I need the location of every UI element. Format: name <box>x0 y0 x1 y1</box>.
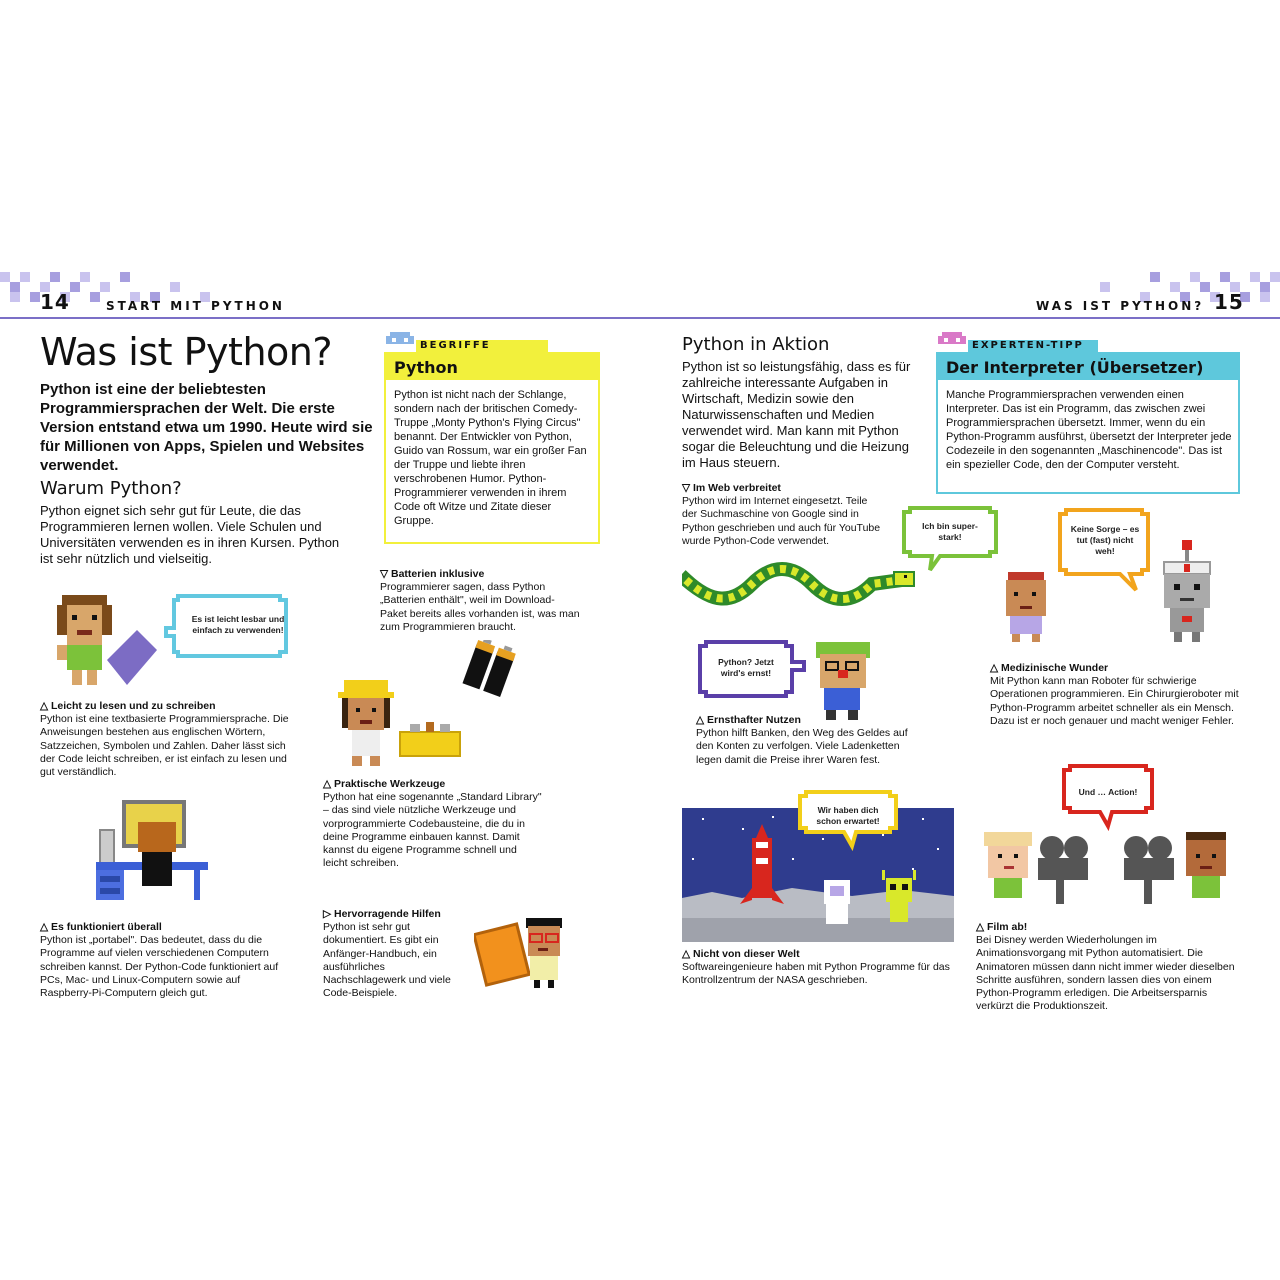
caption-serious <box>696 714 916 767</box>
caption-help-text: Python ist sehr gut dokumentiert. Es gibt ein Anfänger-Handbuch, ein ausführliches Nachschlagewerk und viele Code-Beispiele. <box>323 921 451 1000</box>
caption-web <box>682 482 882 548</box>
caption-everywhere-text: Python ist „portabel". Das bedeutet, dass du die Programme auf vielen verschiedenen Computern schreiben kannst. Der Python-Code funktioniert auf PCs, Mac- und Linux-Computern sowie auf Raspberry-Pi-Computern gleich gut. <box>40 934 279 1000</box>
patient-illustration <box>1000 570 1054 644</box>
caption-tools-text: Python hat eine sogenannte „Standard Library" – das sind viele nützliche Werkzeuge und vorprogrammierte Codebausteine, die du in deine Programme einbauen kannst. Damit kannst du eigene Programme schnell und leicht schreiben. <box>323 791 542 870</box>
robot-illustration <box>1160 540 1214 644</box>
why-section <box>40 478 340 567</box>
caption-web-title: ▽ Im Web verbreitet <box>682 482 781 494</box>
page-title: Was ist Python? <box>40 330 333 374</box>
action-text: Python ist so leistungsfähig, dass es für zahlreiche interessante Aufgaben in Wirtschaft, Medizin sowie den Naturwissenschaften und Medien verwendet wird. Man kann mit Python sogar die Beleuchtung und die Heizung im Haus steuern. <box>682 359 911 470</box>
running-head-right: WAS IST PYTHON? <box>1036 299 1205 313</box>
caption-everywhere-title: △ Es funktioniert überall <box>40 921 162 933</box>
caption-tools-title: △ Praktische Werkzeuge <box>323 778 446 790</box>
boy-with-book-illustration <box>474 916 580 990</box>
computer-user-illustration <box>94 800 212 904</box>
bubble-expected-text: Wir haben dich schon erwartet! <box>816 805 880 826</box>
caption-space-text: Softwareingenieure haben mit Python Programme für das Kontrollzentrum der NASA geschrieben. <box>682 961 950 987</box>
glossary-title: Python <box>394 358 458 377</box>
tip-pixel-icon <box>936 332 968 346</box>
action-section <box>682 334 914 471</box>
caption-medical-title: △ Medizinische Wunder <box>990 662 1109 674</box>
film-animators-illustration <box>980 826 1232 906</box>
page-number-right: 15 <box>1214 290 1244 314</box>
caption-film <box>976 921 1240 1013</box>
bubble-strong-text: Ich bin super-stark! <box>922 521 978 542</box>
girl-with-book-illustration <box>52 590 162 690</box>
bubble-serious-text: Python? Jetzt wird's ernst! <box>718 657 774 678</box>
glossary-pixel-icon <box>384 332 416 346</box>
caption-space-title: △ Nicht von dieser Welt <box>682 948 800 960</box>
bubble-action-text: Und … Action! <box>1078 786 1138 797</box>
caption-batteries <box>380 568 580 634</box>
glossary-box <box>384 352 600 544</box>
caption-help-title: ▷ Hervorragende Hilfen <box>323 908 441 920</box>
glossary-text: Python ist nicht nach der Schlange, sondern nach der britischen Comedy-Truppe „Monty Python's Flying Circus" benannt. Der Entwickler von Python, Guido van Rossum, war ein großer Fan der Truppe und liebte ihren verschrobenen Humor. Python-Programmierer verwenden in ihrem Code oft Witze und Zitate dieser Gruppe. <box>394 389 587 527</box>
action-heading: Python in Aktion <box>682 334 830 355</box>
caption-easy <box>40 700 290 779</box>
caption-batteries-text: Programmierer sagen, dass Python „Batterien enthält", weil im Download-Paket bereits alles vorhanden ist, was man zum Programmieren braucht. <box>380 581 580 633</box>
page-number-left: 14 <box>40 290 70 314</box>
batteries-illustration <box>458 640 522 704</box>
tip-box <box>936 352 1240 494</box>
tip-text: Manche Programmiersprachen verwenden einen Interpreter. Das ist ein Programm, das zwischen zwei Programmiersprachen übersetzt. Immer, wenn du ein Python-Programm ausführst, übersetzt der Interpreter jede Codezeile in den sogenannten „Maschinencode". Das ist ein spezieller Code, den der Computer versteht. <box>946 389 1232 471</box>
caption-film-title: △ Film ab! <box>976 921 1028 933</box>
caption-medical <box>990 662 1240 728</box>
caption-serious-title: △ Ernsthafter Nutzen <box>696 714 801 726</box>
caption-film-text: Bei Disney werden Wiederholungen im Animationsvorgang mit Python automatisiert. Die Animatoren müssen dann nicht immer wieder dieselben Schritte ausführen, sondern lassen dies von einem Python-Programm erledigen. Die Arbeitsersparnis verkürzt die Produktionszeit. <box>976 934 1235 1013</box>
glossary-tab: BEGRIFFE <box>420 340 491 351</box>
caption-medical-text: Mit Python kann man Roboter für schwierige Operationen programmieren. Ein Chirurgieroboter mit Python-Programm arbeitet schneller als ein Mensch. Dazu ist er noch genauer und macht weniger Fehler. <box>990 675 1239 727</box>
clown-illustration <box>812 640 874 722</box>
caption-everywhere <box>40 921 290 1000</box>
running-head-left: START MIT PYTHON <box>106 299 285 313</box>
bubble-easy-text: Es ist leicht lesbar und einfach zu verwenden! <box>191 614 285 635</box>
tip-title: Der Interpreter (Übersetzer) <box>946 358 1204 377</box>
header-rule <box>0 317 1280 319</box>
worker-toolbox-illustration <box>330 676 464 770</box>
caption-easy-title: △ Leicht zu lesen und zu schreiben <box>40 700 216 712</box>
caption-batteries-title: ▽ Batterien inklusive <box>380 568 485 580</box>
snake-illustration <box>682 560 922 610</box>
intro-text: Python ist eine der beliebtesten Programmiersprachen der Welt. Die erste Version entstand etwa um 1990. Heute wird sie für Millionen von Apps, Spielen und Websites verwendet. <box>40 381 373 474</box>
caption-web-text: Python wird im Internet eingesetzt. Teile der Suchmaschine von Google sind in Python geschrieben und auch für YouTube wurde Python-Code verwendet. <box>682 495 881 547</box>
caption-space <box>682 948 962 988</box>
caption-tools <box>323 778 543 870</box>
caption-serious-text: Python hilft Banken, den Weg des Geldes auf den Konten zu verfolgen. Viele Ladenketten legen damit die Preise ihrer Waren fest. <box>696 727 908 766</box>
why-heading: Warum Python? <box>40 478 182 499</box>
bubble-nosorrow-text: Keine Sorge – es tut (fast) nicht weh! <box>1070 523 1140 556</box>
tip-tab: EXPERTEN-TIPP <box>972 340 1084 351</box>
why-text: Python eignet sich sehr gut für Leute, die das Programmieren lernen wollen. Viele Schulen und Universitäten verwenden es in ihren Kursen. Python ist sehr nützlich und vielseitig. <box>40 503 340 566</box>
caption-help <box>323 908 463 1000</box>
caption-easy-text: Python ist eine textbasierte Programmiersprache. Die Anweisungen bestehen aus englischen Wörtern, Satzzeichen, Symbolen und Zahlen. Daher lässt sich der Code leicht schreiben, er ist einfach zu lesen und gut verständlich. <box>40 713 289 779</box>
